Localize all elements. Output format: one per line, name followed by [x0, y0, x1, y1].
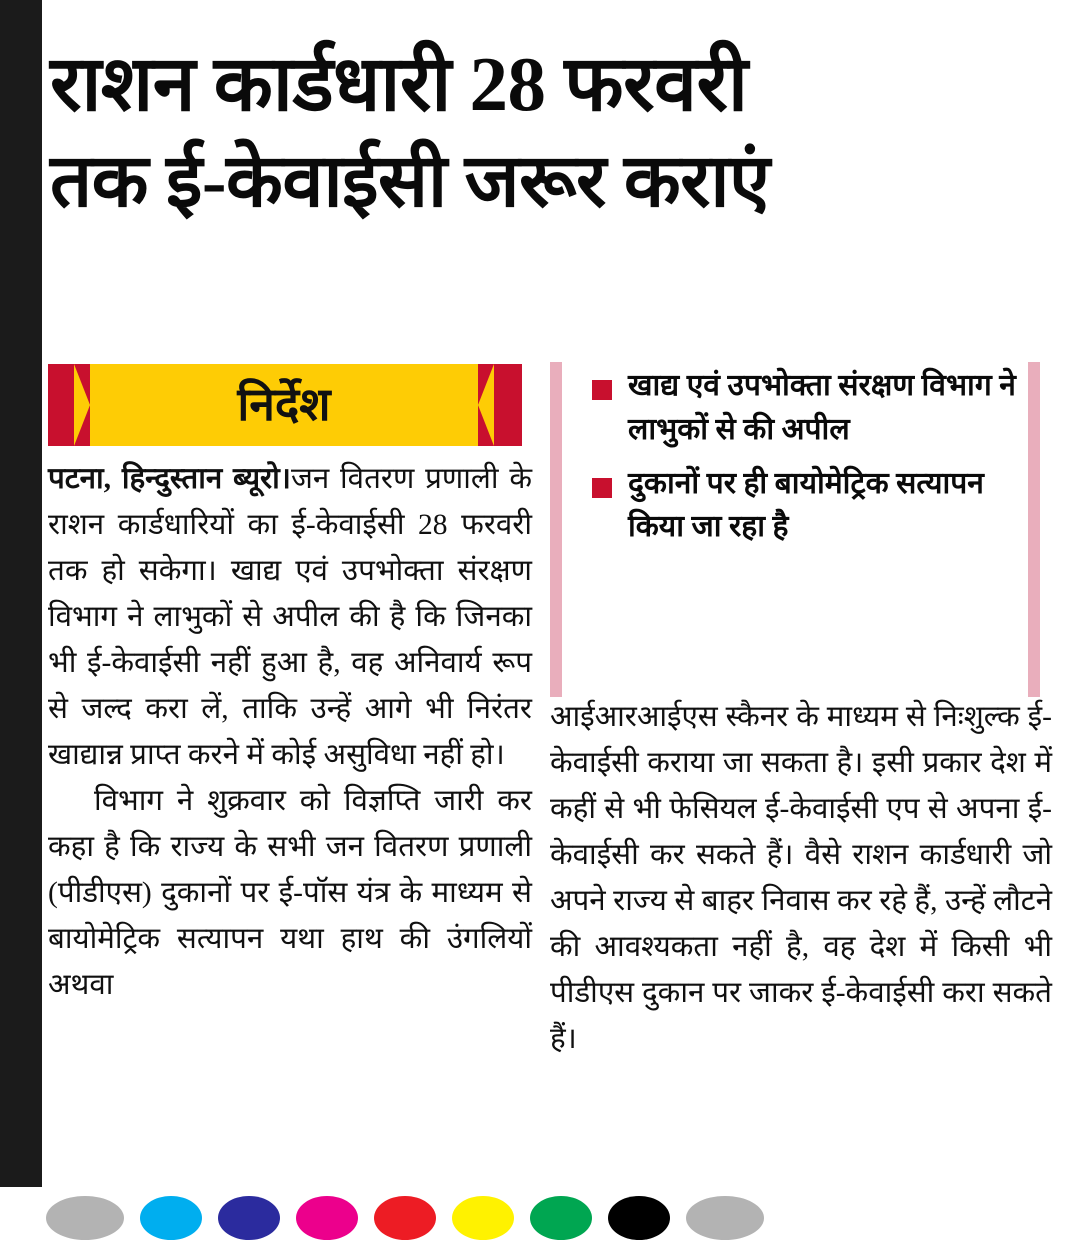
headline-line-2: तक ई-केवाईसी जरूर कराएं [50, 141, 770, 224]
registration-dot [608, 1196, 670, 1240]
list-item [592, 462, 1022, 550]
list-item [592, 364, 1022, 452]
paragraph-1 [48, 456, 532, 778]
registration-dot [374, 1196, 436, 1240]
highlights-box [550, 352, 1052, 682]
registration-color-bar [0, 1187, 1071, 1249]
page-title [42, 34, 1071, 230]
registration-dot [46, 1196, 124, 1240]
gutter-bottom-cap [0, 1187, 42, 1249]
registration-dot [218, 1196, 280, 1240]
left-column-text [48, 456, 532, 1008]
article-content [42, 0, 1071, 1249]
square-bullet-icon [592, 380, 612, 400]
headline-line-1: राशन कार्डधारी 28 फरवरी [50, 41, 748, 127]
registration-dot [296, 1196, 358, 1240]
registration-dot [686, 1196, 764, 1240]
dateline: पटना, हिन्दुस्तान ब्यूरो। [48, 463, 291, 495]
banner-notch-left-icon [74, 364, 90, 446]
square-bullet-icon [592, 478, 612, 498]
banner-tab-left [48, 364, 76, 446]
registration-dot [530, 1196, 592, 1240]
banner-body [74, 364, 494, 446]
paragraph-2: विभाग ने शुक्रवार को विज्ञप्ति जारी कर कहा है कि राज्य के सभी जन वितरण प्रणाली (पीडीएस) दुकानों पर ई-पॉस यंत्र के माध्यम से बायोमेट्रिक सत्यापन यथा हाथ की उंगलियों अथवा [48, 785, 532, 1002]
article-columns [42, 352, 1071, 1062]
banner-tab-right [494, 364, 522, 446]
highlights-rule-left [550, 362, 562, 697]
registration-dot [140, 1196, 202, 1240]
column-right [532, 352, 1052, 1062]
banner-label: निर्देश [237, 379, 331, 430]
registration-dot [452, 1196, 514, 1240]
highlights-rule-right [1028, 362, 1040, 697]
paragraph-3: आईआरआईएस स्कैनर के माध्यम से निःशुल्क ई-केवाईसी कराया जा सकता है। इसी प्रकार देश में कहीं से भी फेसियल ई-केवाईसी एप से अपना ई-केवाईसी कर सकते हैं। वैसे राशन कार्डधारी जो अपने राज्य से बाहर निवास कर रहे हैं, उन्हें लौटने की आवश्यकता नहीं है, वह देश में किसी भी पीडीएस दुकान पर जाकर ई-केवाईसी करा सकते हैं। [550, 701, 1052, 1056]
highlight-text: दुकानों पर ही बायोमेट्रिक सत्यापन किया जा रहा है [628, 466, 984, 544]
highlight-text: खाद्य एवं उपभोक्ता संरक्षण विभाग ने लाभुकों से की अपील [628, 369, 1016, 446]
column-left [42, 352, 532, 1062]
paragraph-1-text: जन वितरण प्रणाली के राशन कार्डधारियों का ई-केवाईसी 28 फरवरी तक हो सकेगा। खाद्य एवं उपभोक्ता संरक्षण विभाग ने लाभुकों से अपील की है कि जिनका भी ई-केवाईसी नहीं हुआ है, वह अनिवार्य रूप से जल्द करा लें, ताकि उन्हें आगे भी निरंतर खाद्यान्न प्राप्त करने में कोई असुविधा नहीं हो। [48, 463, 532, 772]
nirdesh-banner [48, 352, 532, 456]
page-gutter [0, 0, 42, 1249]
right-column-text [550, 694, 1052, 1062]
banner-notch-right-icon [478, 364, 494, 446]
